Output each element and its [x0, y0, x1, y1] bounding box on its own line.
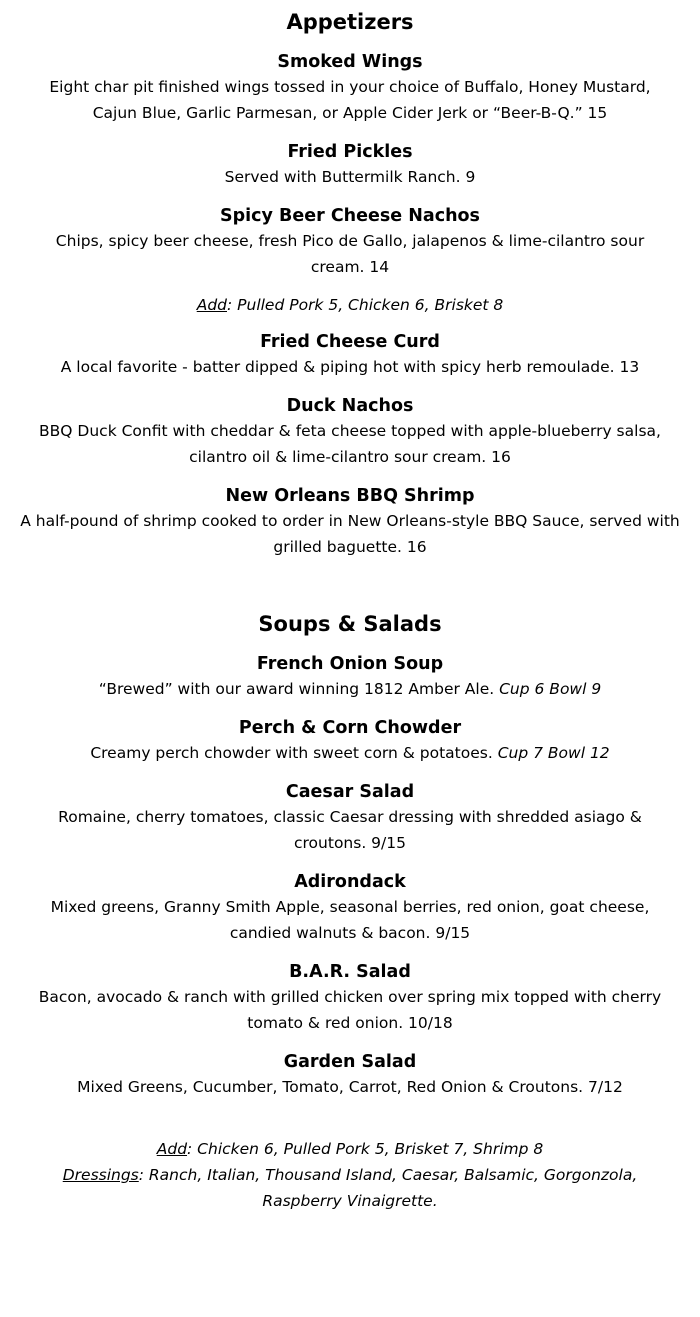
item-description: A half-pound of shrimp cooked to order in New Orleans-style BBQ Sauce, served with grilled baguette. 16 — [20, 512, 680, 556]
item-name: French Onion Soup — [256, 654, 444, 674]
menu-item-duck-nachos — [0, 394, 700, 470]
menu-item-fried-cheese-curd — [0, 330, 700, 380]
dressings-label: Dressings — [62, 1166, 139, 1184]
dressings-list — [40, 1162, 660, 1214]
item-description — [0, 676, 700, 702]
menu-item-caesar-salad — [0, 780, 700, 856]
item-name: Duck Nachos — [286, 396, 414, 416]
menu-item-french-onion-soup — [0, 652, 700, 702]
item-name: Adirondack — [294, 872, 406, 892]
menu-item-adirondack — [0, 870, 700, 946]
item-description-text: Creamy perch chowder with sweet corn & potatoes. — [90, 744, 498, 762]
item-name: Fried Cheese Curd — [260, 332, 440, 352]
menu-item-perch-corn-chowder — [0, 716, 700, 766]
section-title-appetizers: Appetizers — [286, 10, 414, 34]
dressings-text: : Ranch, Italian, Thousand Island, Caesar, Balsamic, Gorgonzola, Raspberry Vinaigrette. — [138, 1166, 638, 1210]
add-text: : Chicken 6, Pulled Pork 5, Brisket 7, Shrimp 8 — [187, 1140, 544, 1158]
add-label: Add — [196, 296, 227, 314]
item-name: Fried Pickles — [287, 142, 413, 162]
item-name: B.A.R. Salad — [289, 962, 411, 982]
menu-item-spicy-beer-cheese-nachos — [0, 204, 700, 280]
menu-item-new-orleans-bbq-shrimp — [0, 484, 700, 560]
item-name: Perch & Corn Chowder — [238, 718, 462, 738]
item-description: Served with Buttermilk Ranch. 9 — [224, 168, 476, 186]
item-name: Smoked Wings — [277, 52, 423, 72]
item-description: Bacon, avocado & ranch with grilled chicken over spring mix topped with cherry tomato & red onion. 10/18 — [38, 988, 662, 1032]
item-description: Eight char pit finished wings tossed in your choice of Buffalo, Honey Mustard, Cajun Blue, Garlic Parmesan, or Apple Cider Jerk or “Beer-B-Q.” 15 — [49, 78, 651, 122]
item-description: Chips, spicy beer cheese, fresh Pico de Gallo, jalapenos & lime-cilantro sour cream. 14 — [55, 232, 645, 276]
item-description — [0, 740, 700, 766]
item-name: Spicy Beer Cheese Nachos — [220, 206, 480, 226]
item-name: New Orleans BBQ Shrimp — [225, 486, 475, 506]
item-price: Cup 6 Bowl 9 — [499, 680, 602, 698]
add-text: : Pulled Pork 5, Chicken 6, Brisket 8 — [227, 296, 504, 314]
salad-add-ons — [0, 1136, 700, 1162]
item-price: Cup 7 Bowl 12 — [497, 744, 610, 762]
menu-item-fried-pickles — [0, 140, 700, 190]
menu-item-garden-salad — [0, 1050, 700, 1100]
item-name: Caesar Salad — [285, 782, 415, 802]
menu-item-bar-salad — [0, 960, 700, 1036]
item-description: Romaine, cherry tomatoes, classic Caesar dressing with shredded asiago & croutons. 9/15 — [58, 808, 642, 852]
item-description-text: “Brewed” with our award winning 1812 Amber Ale. — [98, 680, 500, 698]
item-description: A local favorite - batter dipped & piping hot with spicy herb remoulade. 13 — [60, 358, 640, 376]
item-description: BBQ Duck Confit with cheddar & feta cheese topped with apple-blueberry salsa, cilantro oil & lime-cilantro sour cream. 16 — [39, 422, 661, 466]
appetizer-add-ons — [0, 292, 700, 318]
add-label: Add — [156, 1140, 188, 1158]
item-description: Mixed Greens, Cucumber, Tomato, Carrot, Red Onion & Croutons. 7/12 — [77, 1078, 623, 1096]
item-name: Garden Salad — [283, 1052, 417, 1072]
item-description: Mixed greens, Granny Smith Apple, seasonal berries, red onion, goat cheese, candied walnuts & bacon. 9/15 — [50, 898, 650, 942]
section-title-soups-salads: Soups & Salads — [258, 612, 442, 636]
menu-item-smoked-wings — [0, 50, 700, 126]
